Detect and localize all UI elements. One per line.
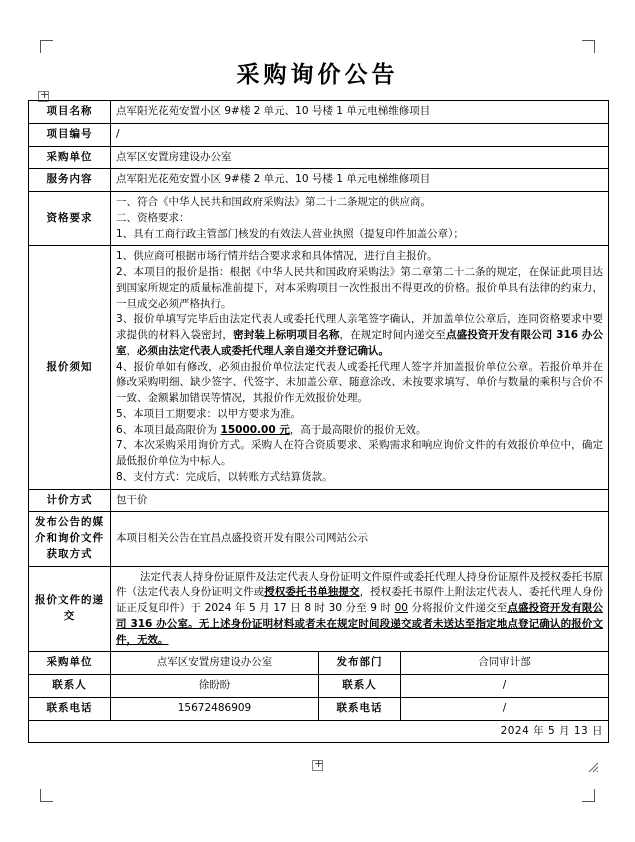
notice-item: 8、支付方式：完成后，以转账方式结算货款。 <box>116 470 333 483</box>
footer-contact-label-2: 联系人 <box>319 675 401 698</box>
crop-mark-bottom-left <box>40 789 53 802</box>
notice-item: 5、本项目工期要求：以甲方要求为准。 <box>116 407 302 420</box>
project-name-label: 项目名称 <box>29 101 111 124</box>
qualification-content <box>111 192 609 246</box>
footer-phone-value-1: 15672486909 <box>111 697 319 720</box>
footer-phone-value-2: / <box>401 697 609 720</box>
page-title: 采购询价公告 <box>236 61 399 88</box>
table-row <box>29 101 609 124</box>
project-no-value: / <box>111 123 609 146</box>
notice-item: 2、本项目的报价是指：根据《中华人民共和国政府采购法》第二章第二十二条的规定，在保证此项目达到国家所规定的质量标准前提下，对本采购项目一次性报出不得更改的价格。报价单具有法律的约束力，一旦成交必须严格执行。 <box>116 266 604 310</box>
table-row <box>29 246 609 489</box>
submit-text-2: ，授权委托书原件上附法定代表人、委托代理人身份证正反复印件）于 2024 年 5 月 17 日 8 时 30 分至 9 时 <box>116 586 604 614</box>
qualification-line: 二、资格要求： <box>116 211 190 224</box>
price-method-value: 包干价 <box>111 489 609 512</box>
service-label: 服务内容 <box>29 169 111 192</box>
submit-text-1: 法定代表人持身份证原件及法定代表人身份证明文件原件或委托代理人持身份证原件及授权委托书原件（法定代表人身份证明文件或 <box>116 570 604 599</box>
purchaser-label: 采购单位 <box>29 146 111 169</box>
table-row <box>29 566 609 652</box>
submit-text-underline: 00 <box>394 602 408 614</box>
table-row <box>29 512 609 566</box>
notice-item: 6、本项目最高限价为 15000.00 元，高于最高限价的报价无效。 <box>116 423 427 436</box>
footer-contact-label-1: 联系人 <box>29 675 111 698</box>
announcement-table <box>28 100 609 743</box>
notice-item: 7、本次采购采用询价方式。采购人在符合资质要求、采购需求和响应询价文件的有效报价单位中，确定最低报价单位为中标人。 <box>116 439 604 467</box>
price-method-label: 计价方式 <box>29 489 111 512</box>
footer-contact-value-1: 徐盼盼 <box>111 675 319 698</box>
table-row <box>29 192 609 246</box>
table-row <box>29 169 609 192</box>
table-row <box>29 489 609 512</box>
submit-text-bold-2: 点盛投资开发有限公司 316 办公室。无上述身份证明材料或者未在规定时间段递交或者未送达至指定地点登记确认的报价文件，无效。 <box>116 602 604 646</box>
notice-item: 3、报价单填写完毕后由法定代表人或委托代理人亲笔签字确认，并加盖单位公章后，连同资格要求中要求提供的材料入袋密封，密封装上标明项目名称，在规定时间内递交至点盛投资开发有限公司 316 办公室，必须由法定代表人或委托代理人亲自递交并登记确认。 <box>116 313 604 357</box>
table-row <box>29 123 609 146</box>
document-date: 2024 年 5 月 13 日 <box>29 720 609 743</box>
notice-item: 1、供应商可根据市场行情并结合要求求和具体情况，进行自主报价。 <box>116 250 438 263</box>
footer-publish-dept-label: 发布部门 <box>319 652 401 675</box>
crop-mark-bottom-right <box>582 789 595 802</box>
footer-phone-label-2: 联系电话 <box>319 697 401 720</box>
table-row <box>29 652 609 675</box>
notice-label: 报价须知 <box>29 246 111 489</box>
submit-text-3: 分将报价文件递交至 <box>407 602 508 614</box>
qualification-line: 一、符合《中华人民共和国政府采购法》第二十二条规定的供应商。 <box>116 196 431 208</box>
footer-contact-value-2: / <box>401 675 609 698</box>
table-resize-handle-bottom[interactable] <box>312 760 323 771</box>
crop-mark-top-right <box>582 40 595 53</box>
submit-label: 报价文件的递交 <box>29 566 111 652</box>
table-resize-handle-corner[interactable] <box>588 762 599 773</box>
footer-purchaser-label: 采购单位 <box>29 652 111 675</box>
qualification-label: 资格要求 <box>29 192 111 246</box>
project-no-label: 项目编号 <box>29 123 111 146</box>
footer-publish-dept-value: 合同审计部 <box>401 652 609 675</box>
qualification-line: 1、具有工商行政主管部门核发的有效法人营业执照（提复印件加盖公章）； <box>116 227 464 240</box>
table-row <box>29 720 609 743</box>
table-row <box>29 697 609 720</box>
submit-content <box>111 566 609 652</box>
notice-item: 4、报价单如有修改，必须由报价单位法定代表人或委托代理人签字并加盖报价单位公章。若报价单并在修改采购明细、缺少签字、代签字、未加盖公章、随意涂改、未按要求填写、单价与数量的乘积与合价不一致、金额累加错误等情况，其报价作无效报价处理。 <box>116 360 604 404</box>
service-value: 点军阳光花苑安置小区 9#楼 2 单元、10 号楼 1 单元电梯维修项目 <box>111 169 609 192</box>
purchaser-value: 点军区安置房建设办公室 <box>111 146 609 169</box>
publish-media-label: 发布公告的媒介和询价文件获取方式 <box>29 512 111 566</box>
project-name-value: 点军阳光花苑安置小区 9#楼 2 单元、10 号楼 1 单元电梯维修项目 <box>111 101 609 124</box>
table-row <box>29 146 609 169</box>
notice-content <box>111 246 609 489</box>
table-row <box>29 675 609 698</box>
footer-purchaser-value: 点军区安置房建设办公室 <box>111 652 319 675</box>
submit-text-bold-1: 授权委托书单独提交 <box>264 586 360 599</box>
submit-paragraph <box>116 570 603 649</box>
publish-media-value: 本项目相关公告在宜昌点盛投资开发有限公司网站公示 <box>111 512 609 566</box>
footer-phone-label-1: 联系电话 <box>29 697 111 720</box>
crop-mark-top-left <box>40 40 53 53</box>
